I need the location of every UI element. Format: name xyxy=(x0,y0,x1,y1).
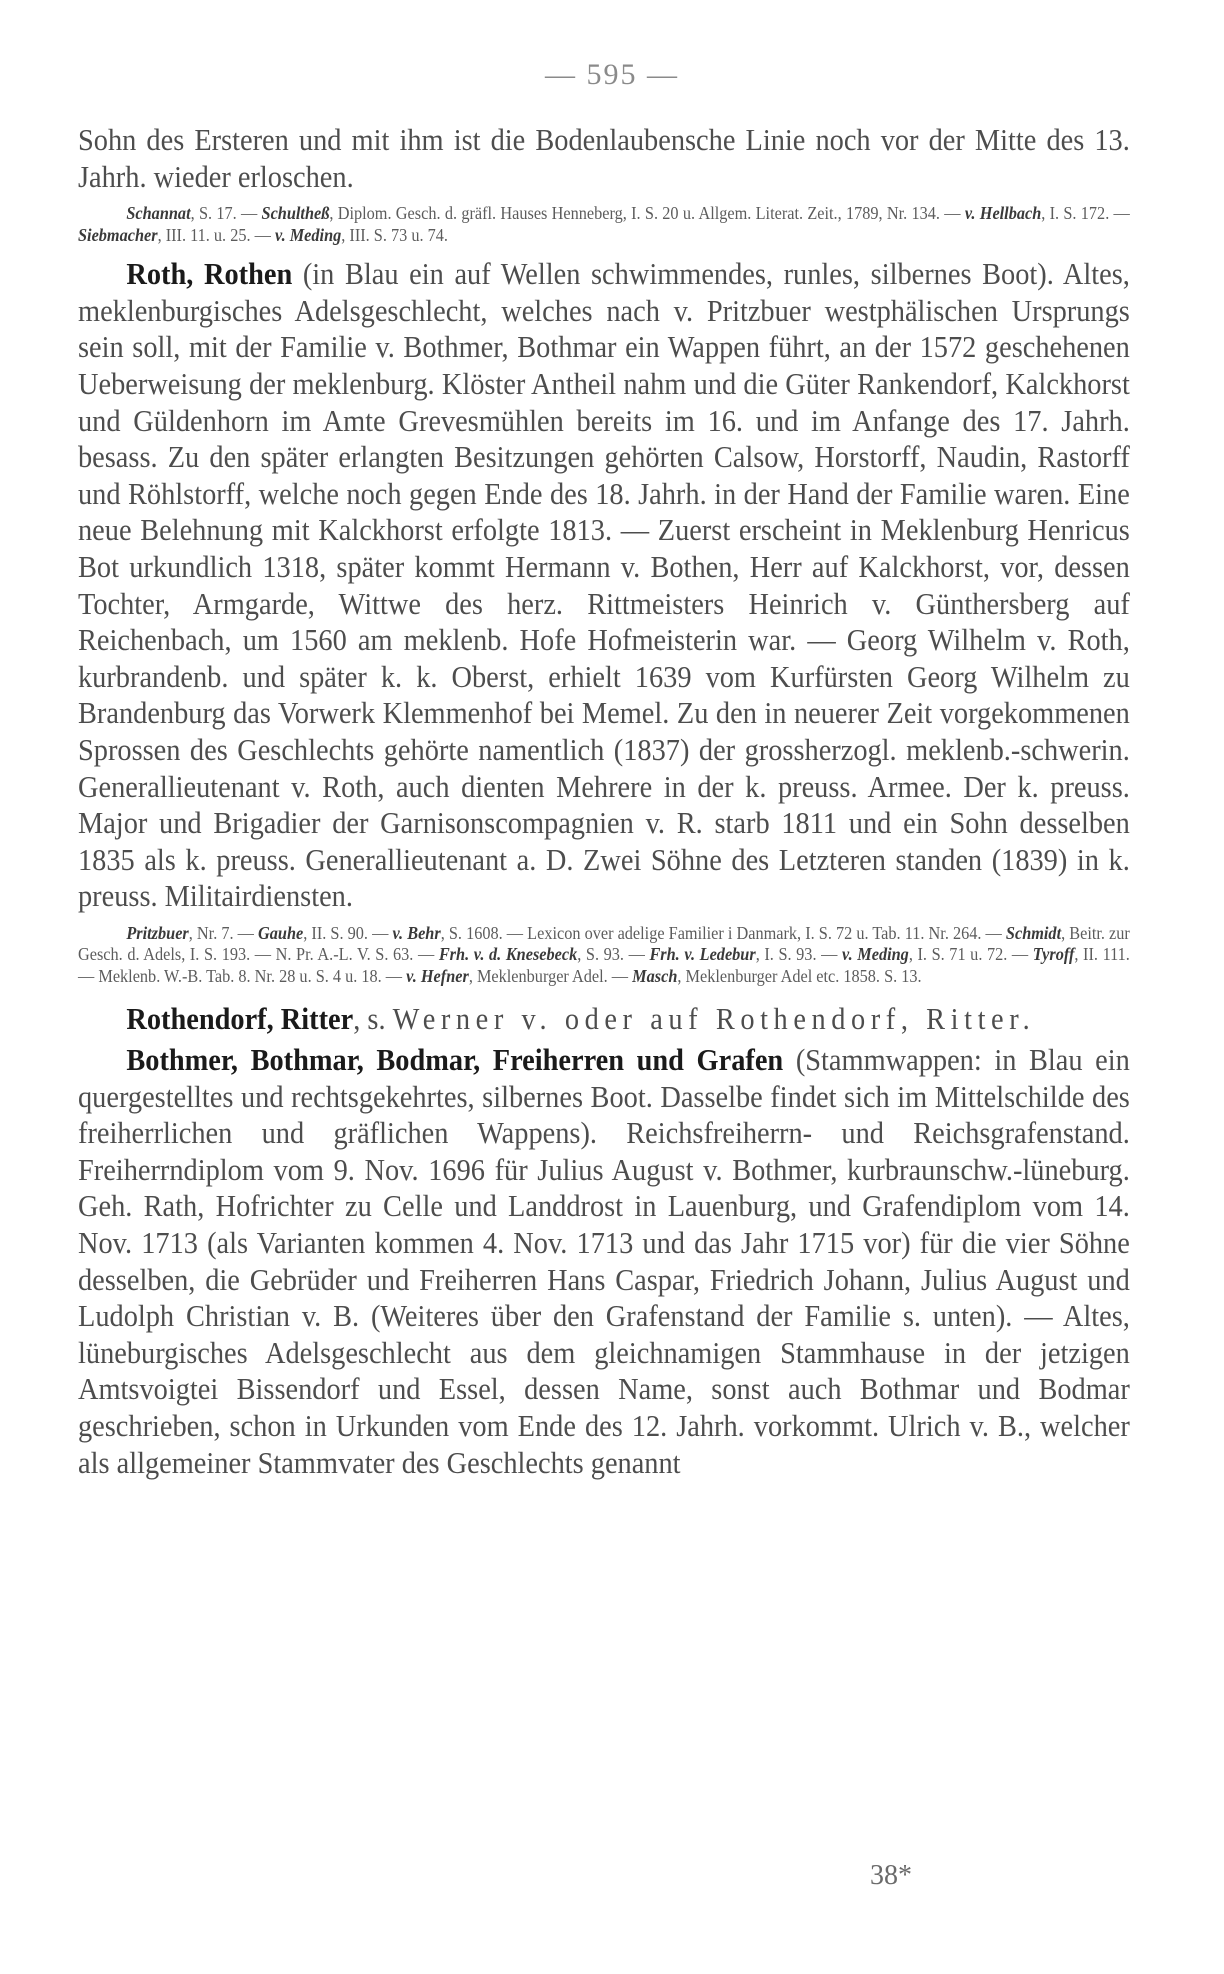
citation-text: , II. 111. — Meklenb. W.-B. Tab. 8. Nr. 28 u. S. 4 u. 18. — xyxy=(78,944,1130,986)
citation-text: , Diplom. Gesch. d. gräfl. Hauses Henneberg, I. S. 20 u. Allgem. Literat. Zeit., 1789, Nr. 134. — xyxy=(329,203,965,224)
citation-text: , Nr. 7. — xyxy=(188,922,259,943)
citation-text: , I. S. 172. — xyxy=(1041,203,1130,224)
entry-body: , s. xyxy=(353,1002,393,1037)
entry-rothendorf xyxy=(78,1001,1130,1038)
citation-author: Schultheß xyxy=(261,203,330,224)
citation-block-2 xyxy=(78,923,1130,988)
citation-author: Schannat xyxy=(126,203,191,224)
entry-bothmer xyxy=(78,1042,1130,1481)
citation-text: , III. 11. u. 25. — xyxy=(157,224,275,245)
page-number: — 595 — xyxy=(545,58,679,91)
citation-text: , Meklenburger Adel etc. 1858. S. 13. xyxy=(677,965,922,986)
citation-author: Gauhe xyxy=(258,922,304,943)
cross-reference: Werner v. oder auf Rothendorf, Ritter. xyxy=(392,1002,1036,1037)
citation-author: Schmidt xyxy=(1005,922,1062,943)
citation-author: Siebmacher xyxy=(78,224,158,245)
citation-text: , Beitr. zur Gesch. d. Adels, I. S. 193. — N. Pr. A.-L. V. S. 63. — xyxy=(78,922,1130,965)
citation-author: v. Hefner xyxy=(406,965,469,986)
citation-text: , Meklenburger Adel. — xyxy=(468,965,633,986)
entry-body: (in Blau ein auf Wellen schwimmendes, runles, silbernes Boot). Altes, meklenburgisches Adelsgeschlecht, welches nach v. Pritzbuer westphälischen Ursprungs sein soll, mit der Familie v. Bothmer, Bothmar ein Wappen führt, an der 1572 geschehenen Ueberweisung der meklenburg. Klöster Antheil nahm und die Güter Rankendorf, Kalckhorst und Güldenhorn im Amte Grevesmühlen bereits im 16. und im Anfange des 17. Jahrh. besass. Zu den später erlangten Besitzungen gehörten Calsow, Horstorff, Naudin, Rastorff und Röhlstorff, welche noch gegen Ende des 18. Jahrh. in der Hand der Familie waren. Eine neue Belehnung mit Kalckhorst erfolgte 1813. — Zuerst erscheint in Meklenburg Henricus Bot urkundlich 1318, später kommt Hermann v. Bothen, Herr auf Kalckhorst, vor, dessen Tochter, Armgarde, Wittwe des herz. Rittmeisters Heinrich v. Günthersberg auf Reichenbach, um 1560 am meklenb. Hofe Hofmeisterin war. — Georg Wilhelm v. Roth, kurbrandenb. und später k. k. Oberst, erhielt 1639 vom Kurfürsten Georg Wilhelm zu Brandenburg das Vorwerk Klemmenhof bei Memel. Zu den in neuerer Zeit vorgekommenen Sprossen des Geschlechts gehörte namentlich (1837) der grossherzogl. meklenb.-schwerin. Generallieutenant v. Roth, auch dienten Mehrere in der k. preuss. Armee. Der k. preuss. Major und Brigadier der Garnisonscompagnien v. R. starb 1811 und ein Sohn desselben 1835 als k. preuss. Generallieutenant a. D. Zwei Söhne des Letzteren standen (1839) in k. preuss. Militairdiensten. xyxy=(78,257,1130,914)
citation-author: v. Meding xyxy=(274,224,342,245)
entry-heading: Rothendorf, Ritter xyxy=(126,1002,354,1037)
entry-heading: Roth, Rothen xyxy=(126,257,293,292)
citation-author: v. Meding xyxy=(841,944,909,965)
citation-author: Tyroff xyxy=(1032,944,1075,965)
citation-block-1 xyxy=(78,203,1130,246)
citation-author: Frh. v. d. Knesebeck xyxy=(438,944,578,965)
citation-text: , I. S. 93. — xyxy=(755,944,842,965)
citation-text: , III. S. 73 u. 74. xyxy=(341,224,448,245)
citation-author: v. Behr xyxy=(392,922,441,943)
signature-mark: 38* xyxy=(870,1860,912,1891)
text-column xyxy=(78,122,1130,1481)
intro-paragraph: Sohn des Ersteren und mit ihm ist die Bodenlaubensche Linie noch vor der Mitte des 13. Jahrh. wieder erloschen. xyxy=(78,123,1130,194)
entry-body: (Stammwappen: in Blau ein quergestelltes und rechtsgekehrtes, silbernes Boot. Dasselbe findet sich im Mittelschilde des freiherrlichen und gräflichen Wappens). Reichsfreiherrn- und Reichsgrafenstand. Freiherrndiplom vom 9. Nov. 1696 für Julius August v. Bothmer, kurbraunschw.-lüneburg. Geh. Rath, Hofrichter zu Celle und Landdrost in Lauenburg, und Grafendiplom vom 14. Nov. 1713 (als Varianten kommen 4. Nov. 1713 und das Jahr 1715 vor) für die vier Söhne desselben, die Gebrüder und Freiherren Hans Caspar, Friedrich Johann, Julius August und Ludolph Christian v. B. (Weiteres über den Grafenstand der Familie s. unten). — Altes, lüneburgisches Adelsgeschlecht aus dem gleichnamigen Stammhause in der jetzigen Amtsvoigtei Bissendorf und Essel, dessen Name, sonst auch Bothmar und Bodmar geschrieben, schon in Urkunden vom Ende des 12. Jahrh. vorkommt. Ulrich v. B., welcher als allgemeiner Stammvater des Geschlechts genannt xyxy=(78,1042,1130,1480)
citation-text: , S. 1608. — Lexicon over adelige Familier i Danmark, I. S. 72 u. Tab. 11. Nr. 264. — xyxy=(440,922,1006,943)
citation-author: Masch xyxy=(632,965,678,986)
entry-heading: Bothmer, Bothmar, Bodmar, Freiherren und Grafen xyxy=(126,1042,784,1077)
entry-roth xyxy=(78,256,1130,915)
citation-author: v. Hellbach xyxy=(964,203,1042,224)
citation-text: , S. 93. — xyxy=(577,944,650,965)
citation-text: , I. S. 71 u. 72. — xyxy=(908,944,1033,965)
citation-text: , S. 17. — xyxy=(190,203,262,224)
citation-text: , II. S. 90. — xyxy=(303,922,393,943)
citation-author: Pritzbuer xyxy=(126,922,189,943)
citation-author: Frh. v. Ledebur xyxy=(649,944,756,965)
